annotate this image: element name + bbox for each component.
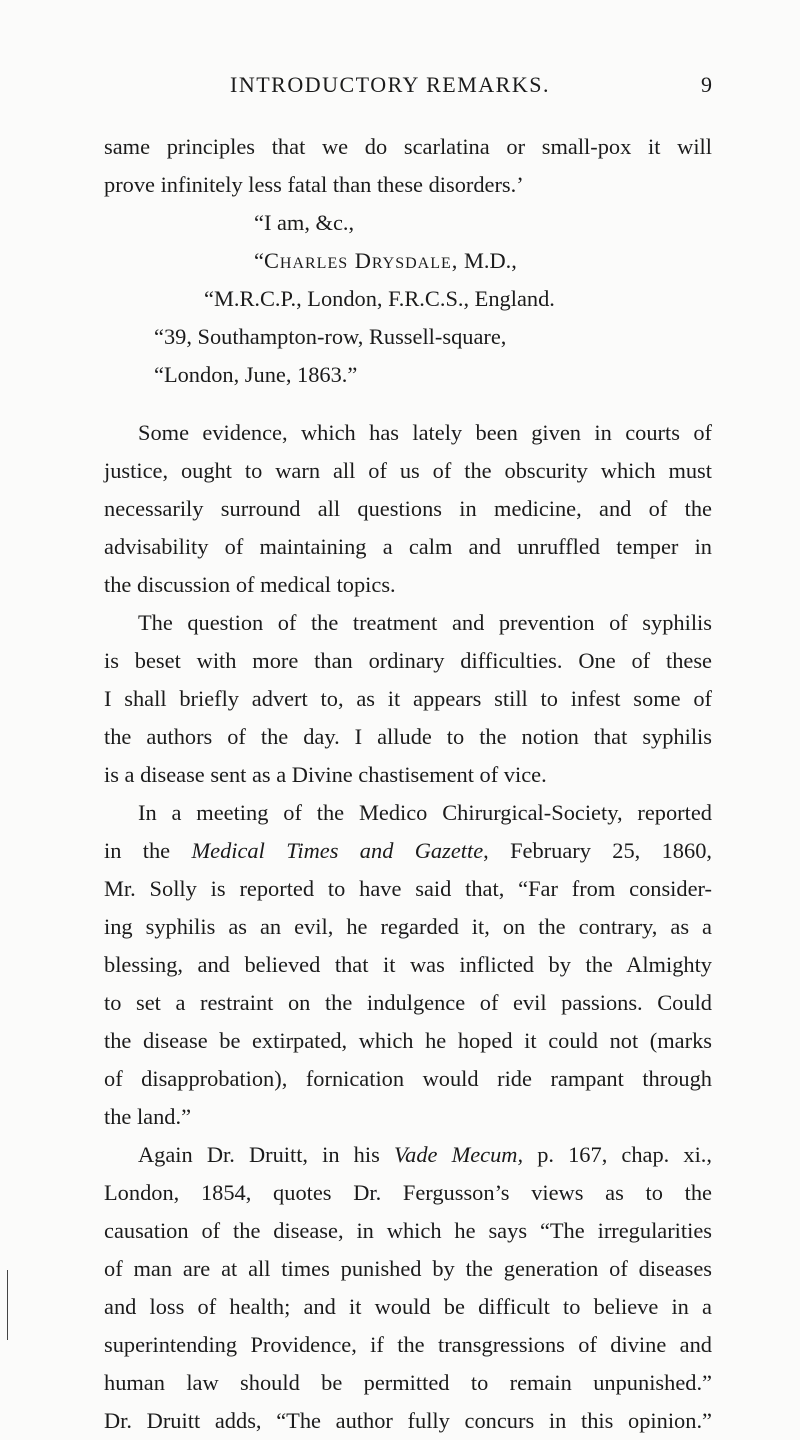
page-number: 9 xyxy=(701,72,712,97)
text-line: is a disease sent as a Divine chastisement of vice. xyxy=(104,762,547,787)
text-line: necessarily surround all questions in medicine, and of the xyxy=(104,496,712,521)
paragraph xyxy=(104,1136,712,1440)
address-line: “39, Southampton-row, Russell-square, xyxy=(154,324,507,349)
running-title: INTRODUCTORY REMARKS. xyxy=(230,72,550,97)
credentials-line: “M.R.C.P., London, F.R.C.S., England. xyxy=(204,286,555,311)
letter-closing xyxy=(104,128,712,394)
text-line: the land.” xyxy=(104,1104,192,1129)
text-line: the authors of the day. I allude to the notion that syphilis xyxy=(104,724,712,749)
text-line: I shall briefly advert to, as it appears still to infest some of xyxy=(104,686,712,711)
paragraph xyxy=(104,414,712,604)
text-line: the disease be extirpated, which he hoped it could not (marks xyxy=(104,1028,712,1053)
text-line: the discussion of medical topics. xyxy=(104,572,396,597)
text-line: justice, ought to warn all of us of the obscurity which must xyxy=(104,458,712,483)
signature-name: Charles Drysdale, xyxy=(263,248,459,273)
page-header xyxy=(104,72,712,112)
body-text xyxy=(104,128,712,1440)
signature-line: “Charles Drysdale, M.D., xyxy=(254,248,517,273)
text-line: In a meeting of the Medico Chirurgical-Society, reported xyxy=(138,800,712,825)
text-line: London, 1854, quotes Dr. Fergusson’s views as to the xyxy=(104,1180,712,1205)
paragraph-gap xyxy=(104,394,712,414)
journal-title: Medical Times and Gazette xyxy=(191,838,484,863)
book-title: Vade Mecum, xyxy=(393,1142,524,1167)
paragraph xyxy=(104,794,712,1136)
text-line: Some evidence, which has lately been given in courts of xyxy=(138,420,712,445)
text-line: same principles that we do scarlatina or small-pox it will xyxy=(104,134,712,159)
date-line: “London, June, 1863.” xyxy=(154,362,358,387)
text-line: Mr. Solly is reported to have said that, “Far from consider- xyxy=(104,876,712,901)
text-line: prove infinitely less fatal than these disorders.’ xyxy=(104,172,524,197)
text-line: and loss of health; and it would be difficult to believe in a xyxy=(104,1294,712,1319)
text-line: Again Dr. Druitt, in his Vade Mecum, p. 167, chap. xi., xyxy=(138,1142,713,1167)
gutter-line xyxy=(7,1270,8,1340)
text-line: The question of the treatment and prevention of syphilis xyxy=(138,610,712,635)
paragraph xyxy=(104,604,712,794)
text-line: is beset with more than ordinary difficulties. One of these xyxy=(104,648,712,673)
text-line: Dr. Druitt adds, “The author fully concurs in this opinion.” xyxy=(104,1408,712,1433)
text-line: to set a restraint on the indulgence of evil passions. Could xyxy=(104,990,712,1015)
text-line: advisability of maintaining a calm and unruffled temper in xyxy=(104,534,712,559)
text-line: human law should be permitted to remain unpunished.” xyxy=(104,1370,712,1395)
text-line: of man are at all times punished by the generation of diseases xyxy=(104,1256,712,1281)
text-line: blessing, and believed that it was inflicted by the Almighty xyxy=(104,952,712,977)
text-line: of disapprobation), fornication would ride rampant through xyxy=(104,1066,712,1091)
text-line: in the Medical Times and Gazette, February 25, 1860, xyxy=(104,838,712,863)
salutation-line: “I am, &c., xyxy=(254,210,355,235)
text-line: causation of the disease, in which he says “The irregularities xyxy=(104,1218,712,1243)
text-line: superintending Providence, if the transgressions of divine and xyxy=(104,1332,712,1357)
text-line: ing syphilis as an evil, he regarded it, on the contrary, as a xyxy=(104,914,712,939)
